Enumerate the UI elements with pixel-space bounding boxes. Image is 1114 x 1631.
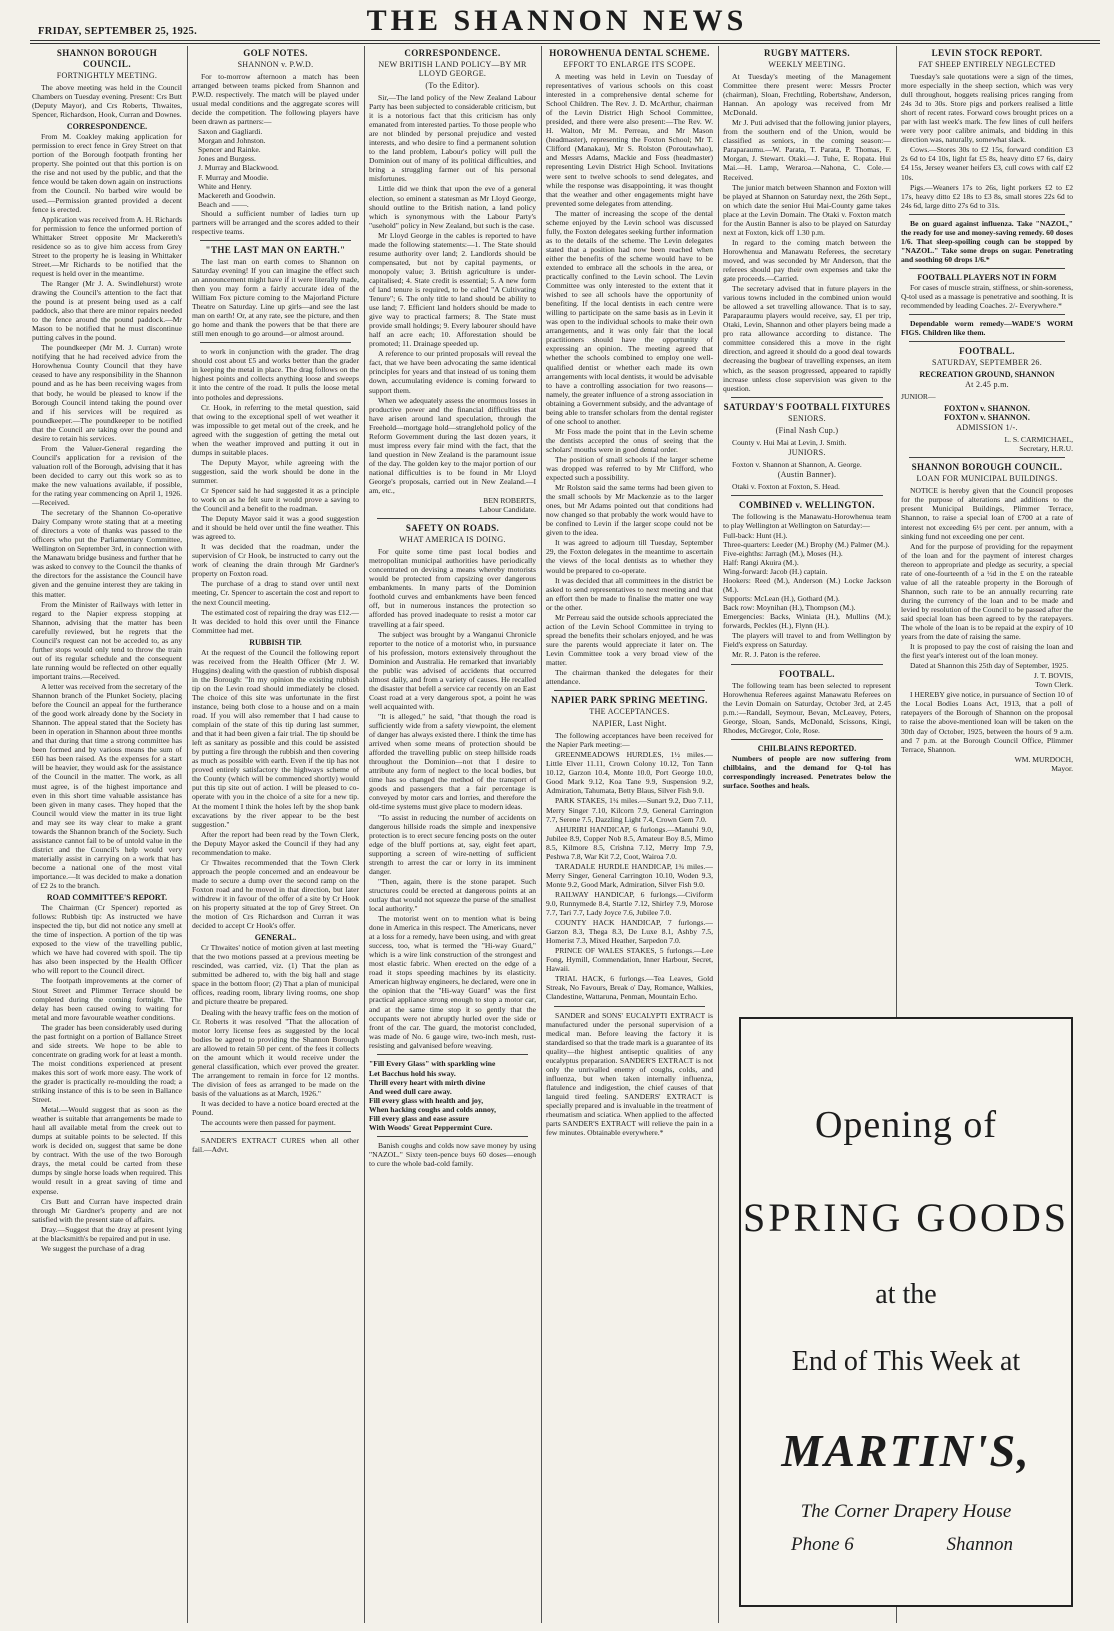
paragraph: NOTICE is hereby given that the Council proposes for the purpose of alterations and additions to the present Municipal Buildings, Plimmer Terrace, Shannon, to raise a special loan of £700 at a rate of interest not exceeding 6½ per cent. per annum, with a sinking fund not exceeding one per cent. [901, 486, 1073, 541]
column-dental-scheme [546, 46, 713, 1623]
paragraph: Little did we think that upon the eve of a general election, so eminent a statesman as Mr Lloyd George, should outline to the British nation, a land policy which is synonymous with the Labour Party's "usehold" policy in New Zealand, but such is the case. [369, 184, 536, 230]
divider [554, 1006, 705, 1007]
fixture-grade: JUNIORS. [788, 447, 826, 457]
fixture-note: (Austin Banner). [777, 469, 837, 479]
paragraph: Cr Spencer said he had suggested it as a principle to work on as he felt sure it would prove a saving to the Council and a benefit to the roadman. [192, 485, 359, 514]
ad-line-store-name: MARTIN'S, [781, 1425, 1031, 1476]
paragraph: Mr. R. J. Paton is the referee. [732, 650, 821, 660]
divider [200, 342, 351, 343]
paragraph: It was decided that all committees in the district be asked to send representatives to next meeting and that an effort then be made to finalise the matter one way or the other. [546, 575, 713, 612]
paragraph: The Ranger (Mr J. A. Swindlehurst) wrote drawing the Council's attention to the fact that the pound is at present being used as a calf paddock, also that there are minor repairs needed to the fence around the pound paddock.—Mr Mason to be notified that he must discontinue putting calves in the pound. [32, 278, 182, 343]
column-separator [541, 46, 542, 1623]
paragraph: Mr J. Puti advised that the following junior players, from the southern end of the Union, would be classified as seniors, in the coming season:—Paraparaumu.—W. Parata, T. Parata, P. Thomas, F. Morgan, J. Stewart. Otaki.—J. Tuhe, E. Ropata. Hui Mai.—H. Lamp, Weraroa.—Nahona, C. Cole.—Received. [723, 118, 891, 182]
divider [731, 664, 883, 665]
paragraph: Cr. Hook, in referring to the metal question, said that owing to the exceptional spell of wet weather it was impossible to get metal out of the creek, and he agreed with the suggestion of getting the metal out when the weather improved and putting it out in dumps in suitable places. [192, 402, 359, 457]
paragraph: For quite some time past local bodies and metropolitan municipal authorities have periodically concentrated on devising a means whereby motorists would be protected from capsizing over dangerous embankments. In many parts of the Dominion foothold curves and embankments have been fenced off, but in numerous instances the protection so afforded has proved inadequate to resist a motor car travelling at a fair speed. [369, 547, 536, 629]
paragraph: Cr Thwaites' notice of motion given at last meeting that the two motions passed at a previous meeting be rescinded, was carried, viz. (1) That the plan as submitted be adhered to, with the big hall and stage space in the bottom floor; (2) That a plan of municipal offices, reading room, library living rooms, one shop and picture theatre be prepared. [192, 943, 359, 1007]
article-subheading: NEW BRITISH LAND POLICY—BY MR LLOYD GEORGE. [378, 60, 527, 78]
article-heading: SHANNON BOROUGH COUNCIL. [56, 48, 158, 69]
divider [909, 214, 1065, 215]
advertisement-text: Be on guard against influenza. Take "NAZOL," the ready for use and money-saving remedy. 60 doses 1/6. That sleep-spoiling cough can be stopped by "NAZOL." Take some drops on sugar. Penetrating and soothing 60 drops 1/6.* [901, 218, 1073, 264]
kick-off-time: At 2.45 p.m. [965, 380, 1009, 390]
verse: Let Bacchus hold his sway. Thrill every heart with mirth divine And weed dull care away. Fill every glass with health and joy, When hacking coughs and colds annoy, Fill every glass and ease assure With Woods' Great Peppermint Cure. [369, 1068, 497, 1133]
divider [200, 240, 351, 241]
article-subheading: WHAT AMERICA IS DOING. [399, 535, 506, 545]
fixture: County v. Hui Mai at Levin, J. Smith. [732, 437, 847, 447]
divider [731, 739, 883, 740]
advertisement-text: For cases of muscle strain, stiffness, or shin-soreness, Q-tol used as a massage is penetrative and soothing. It is recommended by leading Coaches. 2/- Everywhere.* [901, 282, 1073, 311]
divider [909, 457, 1065, 458]
paragraph: Mr Lloyd George in the cables is reported to have made the following statements:—1. The State should resume authority over land; 2. Landlords should be compensated, but not by capital payments, or monopoly value; 3. British agriculture is under-capitalised; 4. State credit is essential; 5. A new form of land tenure is required, to be called "A Cultivating Tenure"; 6. The only title to land should be ability to use land; 7. Efficient land holders should be made to give way to practical farmers; 8. The State must provide small holdings; 9. Every labourer should have half an acre each; 10. Afforestation should be promoted; 11. Drainage speeded up. [369, 230, 536, 349]
column-separator [718, 46, 719, 1623]
ad-line-town: Shannon [946, 1534, 1013, 1555]
paragraph: The subject was brought by a Wanganui Chronicle reporter to the notice of a motorist who, in pursuance of his profession, motors extensively throughout the Dominion and Australia. He remarked that invariably the public was advised of accidents that occurred almost daily, and from a variety of causes. He recalled the disaster that befell a service car recently on an East Coast road at a very dangerous spot, a point he was well acquainted with. [369, 629, 536, 711]
article-heading: NAPIER PARK SPRING MEETING. [551, 695, 708, 706]
article-heading: HOROWHENUA DENTAL SCHEME. [549, 48, 710, 58]
paragraph: When we adequately assess the enormous losses in productive power and the financial difficulties that have arisen around land speculation, through the Freehold—mortgage hold—stranglehold policy of the Reform Government during the last dozen years, it must impress every fair mind with the fact, that the land question in New Zealand is the paramount issue of the day. The golden key to the major portion of our national difficulties is to be found in Mr Lloyd George's proposals, carried out in New Zealand.—I am, etc., [369, 395, 536, 496]
notice-heading: FOOTBALL. [959, 346, 1015, 357]
paragraph: Crs Butt and Curran have inspected drain through Mr Gardner's property and are not satisfied with the present state of affairs. [32, 1196, 182, 1224]
paragraph: The position of small schools if the larger scheme was dropped was referred to by Mr Clifford, who expected such a possibility. [546, 454, 713, 483]
paragraph: Application was received from A. H. Richards for permission to fence the unformed portion of Whittaker Street opposite Mr Mackereth's residence so as to give him access from Grey Street to the property he is leasing in Whittaker Street.—Mr Richards to be notified that the request is held over in the meantime. [32, 214, 182, 278]
advertisement-text: Numbers of people are now suffering from chilblains, and the demand for Q-tol has correspondingly increased. Penetrates below the surface. Soothes and heals. [723, 753, 891, 790]
ad-line-at-the: at the [875, 1279, 937, 1310]
match-teams: FOXTON v. SHANNON. FOXTON v. SHANNON. [944, 404, 1030, 423]
paragraph: Pigs.—Weaners 17s to 26s, light porkers £2 to £2 17s, heavy ditto £2 18s to £3 8s, small stores 22s 6d to 24s 6d, large ditto 27s 6d to 31s. [901, 182, 1073, 210]
divider [731, 397, 883, 398]
to-editor-line: (To the Editor). [425, 81, 480, 90]
paragraph: The purchase of a drag to stand over until next meeting, Cr. Spencer to ascertain the cost and report to the next Council meeting. [192, 579, 359, 607]
ad-line-end-of-week: End of This Week at [791, 1346, 1021, 1377]
paragraph: to work in conjunction with the grader. The drag should cost about £5 and works better than the grader in keeping the metal in place. The drag follows on the highest points and collects anything loose and sweeps it into the centre of the road. It pulls the loose metal into potholes and depressions. [192, 347, 359, 402]
paragraph: At Tuesday's meeting of the Management Committee there present were: Messrs Procter (chairman), Sloan, Frechtling, Robertshaw, Anderson, Hannan. An apology was received from Mr McDonald. [723, 72, 891, 118]
article-heading: SATURDAY'S FOOTBALL FIXTURES [723, 401, 891, 412]
notice-signature: L. S. CARMICHAEL, Secretary, H.R.U. [1004, 435, 1073, 454]
paragraph: Mr Rolston said the same terms had been given to the small schools by Mr Mackenzie as to the larger ones, but Mr Adams pointed out that conditions had now changed so that probably the work would have to be confined to Levin if the larger scope could not be given to the idea. [546, 483, 713, 538]
column-golf-notes [192, 46, 359, 1623]
notice-subheading: LOAN FOR MUNICIPAL BUILDINGS. [916, 474, 1058, 484]
paragraph: After the report had been read by the Town Clerk, the Deputy Mayor asked the Council if they had any recommendation to make. [192, 829, 359, 857]
advertisement-text: SANDER and SONS' EUCALYPTI EXTRACT is manufactured under the personal supervision of a medical man. Before leaving the factory it is standardised so that the trade mark is a guarantee of its quality—the highest antiseptic qualities of any eucalyptus preparation. SANDER'S EXTRACT is not only the unrivalled enemy of coughs, colds, and influenza, but when taken internally influenza, flatulence and indigestion, the chief causes of that languid tired feeling. SANDERS' EXTRACT is specially prepared and is invaluable in the treatment of rheumatism and sciatica. When applied to the affected parts SANDER'S EXTRACT will relieve the pain in a few minutes. Obtainable everywhere.* [546, 1010, 713, 1138]
paragraph: The secretary advised that in future players in the various towns included in the combined union would be allowed a set travelling allowance. That is to say, Paraparaumu players would receive, say, £1 per trip, Otaki, Levin, Shannon and other players being made a pro rata allowance according to distance. The committee considered this a move in the right direction, and agreed it should do a good deal towards decreasing the bugbear of travelling expenses, an item which, as the season progressed, appeared to rapidly increase unless close supervision was given to the question. [723, 284, 891, 393]
section-heading: GENERAL. [254, 933, 297, 943]
paragraph: From the Minister of Railways with letter in regard to the Napier express stopping at Shannon, advising that the matter has been carefully reviewed, but he regrets that the Council's request can not be acceded to, as any further stops would only tend to throw the train out of its regular schedule and the consequent late running would be reflected on other equally important trains.—Received. [32, 599, 182, 681]
divider [909, 314, 1065, 315]
paragraph: The last man on earth comes to Shannon on Saturday evening! If you can imagine the effect such an announcement might have if it were literally made, then you may form a fairly accurate idea of the William Fox picture coming to the Majorland Picture Theatre on Saturday. Line up girls—and see the last man on earth! Or, at any rate, see the picture, and then go home and thank the powers that be that there are still men enough to go around—or almost around. [192, 256, 359, 339]
section-heading: RUBBISH TIP. [249, 637, 302, 647]
paragraph: Metal.—Would suggest that as soon as the weather is suitable that arrangements be made to haul all available metal from the creek out to dumps at suitable points to be selected. If this work is decided on, suggest that same be done by contract. With the use of the two Borough drays, the metal could be carted from these dumps by single horse loads when required. This would result in a great saving of time and expense. [32, 1105, 182, 1196]
paragraph: Sir,—The land policy of the New Zealand Labour Party has been subjected to considerable criticism, but it is a notorious fact that this criticism has only emanated from interested parties. To those people who are not blinded by personal prejudice and vested interests, and who desire to find a permanent solution to the land problem, Labour's policy will pull the Dominion out of many of its political difficulties, and bring a struggling farmer out of his personal misfortunes. [369, 93, 536, 184]
article-heading: COMBINED v. WELLINGTON. [739, 499, 875, 510]
advertisement-heading: FOOTBALL PLAYERS NOT IN FORM [917, 272, 1057, 282]
paragraph: The above meeting was held in the Council Chambers on Tuesday evening. Present: Crs Butt (Deputy Mayor), and Crs Roberts, Thwaites, Spencer, Richardson, Hook, Curran and Downes. [32, 83, 182, 120]
race-acceptances: COUNTY HACK HANDICAP, 7 furlongs.—Garzon 8.3, Thega 8.3, De Luxe 8.1, Ashby 7.5, Homerist 7.3, Mixed Heather, Sarpedon 7.0. [546, 918, 713, 946]
paragraph: Cr Thwaites recommended that the Town Clerk approach the people concerned and an endeavour be made to secure a dump over the second ramp on the Foxton road and he moved in that direction, but later withdrew it in favour of the offer of a site by Cr Hook on his property situated at the top of Grey Street. On the motion of Crs Richardson and Curran it was decided to accept Cr Hook's offer. [192, 857, 359, 931]
divider [909, 341, 1065, 342]
paragraph: A letter was received from the secretary of the Shannon branch of the Plunket Society, placing before the Council an appeal for the furtherance of the good work already done by the Society in Shannon. The appeal stated that the Society has been in operation in Shannon about three months and that during that time a strong committee has been formed and by various means the sum of £60 has been raised. As the expenses for a start will be heavier, they would ask for the assistance of the Council in the matter. The work, as all must agree, is of the highest importance and even in this short time valuable assistance has been given in many cases. They hoped that the Council would view the matter in its true light and may see its way clear to make a grant towards the Shannon branch of the Society. Such assistance cannot fail to be of untold value in the district and the Council's help would very materially assist in carrying on a work that has become a national one of the most vital importance.—It was decided to make a donation of £2 2s to the branch. [32, 682, 182, 891]
paragraph: The Deputy Mayor said it was a good suggestion and it should be held over until the fine weather. This was agreed to. [192, 514, 359, 542]
paragraph: Should a sufficient number of ladies turn up partners will be arranged and the scores added to their respective teams. [192, 208, 359, 236]
section-heading: ROAD COMMITTEE'S REPORT. [46, 893, 168, 903]
article-heading: SAFETY ON ROADS. [405, 523, 500, 534]
paragraph: I HEREBY give notice, in pursuance of Section 10 of the Local Bodies Loans Act, 1913, that a poll of ratepayers of the Borough of Shannon on the proposal to raise the above-mentioned loan will be taken on the 30th day of October, 1925, between the hours of 9 a.m. and 7 p.m. at the Borough Council Office, Plimmer Terrace, Shannon. [901, 690, 1073, 754]
paragraph: Mr Perreau said the outside schools appreciated the action of the Levin School Committee in trying to spread the benefits their scholars enjoyed, and he was sure the parents would appreciate it later on. The Levin Committee took a very broad view of the matter. [546, 612, 713, 667]
divider [909, 268, 1065, 269]
article-heading: CORRESPONDENCE. [404, 48, 501, 58]
divider [377, 518, 528, 519]
paragraph: Dated at Shannon this 25th day of September, 1925. [910, 661, 1069, 671]
race-acceptances: TARADALE HURDLE HANDICAP, 1¾ miles.—Merry Singer, General Carrington 10.10, Woden 9.3, Monte 9.2, Good Mark, Admiration, Silver Fish 9.0. [546, 861, 713, 889]
fixture: Foxton v. Shannon at Shannon, A. George. [732, 459, 862, 469]
divider [377, 1136, 528, 1137]
ad-line-spring-goods: SPRING GOODS [742, 1195, 1070, 1240]
notice-heading: SHANNON BOROUGH COUNCIL. [911, 462, 1063, 473]
article-heading: GOLF NOTES. [243, 48, 308, 58]
admission-price: ADMISSION 1/-. [956, 423, 1018, 433]
paragraph: And for the purpose of providing for the repayment of the loan and for the payment of interest charges thereon to appropriate and pledge as security, a special rate of one-fourteenth of a ½d in the £ on the rateable value of all the rateable property in the Borough of Shannon, such rate to be an annually recurring rate during the currency of the loan and to be made and levied by resolution of the Council to be passed after the said special loan has been agreed to by the ratepayers. The whole of the loan is to be repaid at the expiry of 10 years from the date of raising the same. [901, 541, 1073, 642]
paragraph: "It is alleged," he said, "that though the road is sufficiently wide from a safety viewpoint, the element of danger has always existed there. I think the time has arrived when some means of protection should be afforded the travelling public on steep hillside roads throughout the Dominion—not that I desire to attribute any form of neglect to the local bodies, but time has so changed the method of the transport of goods and passengers that a fair percentage is conveyed by motor cars and lorries, and therefore the old-time systems must give place to modern ideas. [369, 712, 536, 812]
paragraph: From the Valuer-General regarding the Council's application for a revision of the valuation roll of the Borough, advising that it has been decided to carry out this work so as to make the new valuations available, if possible, for the rating year commencing on April 1, 1926.—Received. [32, 443, 182, 508]
paragraph: The junior match between Shannon and Foxton will be played at Shannon on Saturday next, the 26th Sept., on which date the senior Hui Mai-County game takes place at the Levin Domain. The Otaki v. Foxton match for the Austin Banner is also to be played on Saturday next at Foxton, kick off 1.30 p.m. [723, 182, 891, 237]
fixture-note: (Final Nash Cup.) [775, 425, 839, 435]
race-acceptances: PRINCE OF WALES STAKES, 5 furlongs.—Lee Fong, Hymill, Commendation, Inner Harbour, Secret, Hawaii. [546, 946, 713, 974]
ad-line-opening: Opening of [814, 1104, 998, 1146]
paragraph: It was decided to have a notice board erected at the Pound. [192, 1098, 359, 1118]
article-heading: FOOTBALL. [779, 668, 835, 679]
paragraph: From M. Coakley making application for permission to erect fence in Grey Street on that portion of the Borough footpath fronting her property. She pointed out that this portion is on the rise and not used by the public, and that the fence would be taken down again on instructions from the Council. No barbed wire would be used.—Permission granted provided a decent fence is erected. [32, 132, 182, 214]
paragraph: It was agreed to adjourn till Tuesday, September 29, the Foxton delegates in the meantime to ascertain the views of the local dentists as to whether they would be prepared to co-operate. [546, 538, 713, 575]
dateline: NAPIER, Last Night. [592, 719, 667, 729]
article-subheading: WEEKLY MEETING. [768, 60, 846, 69]
paragraph: The chairman thanked the delegates for their attendance. [546, 668, 713, 687]
divider [377, 1054, 528, 1055]
team-list: Full-back: Hunt (H.). Three-quarters: Leeder (M.) Brophy (M.) Palmer (M.). Five-eighths: Jarragh (M.), Moses (H.). Half: Rangi Akuira (M.). Wing-forward: Jacob (H.) captain. Hookers: Reed (M.), Anderson (M.) Locke Jackson (M.). Supports: McLean (H.), Gothard (M.). Back row: Moynihan (H.), Thompson (M.). Emergencies: Backs, Winiata (H.), Mullins (M.); forwards, Peckles (H.), Flynn (H.). [723, 530, 891, 631]
paragraph: The Deputy Mayor, while agreeing with the suggestion, said the work should be done in the summer. [192, 457, 359, 485]
masthead-rule-2 [30, 43, 1100, 44]
grade-label: JUNIOR— [901, 392, 936, 402]
column-rugby [723, 46, 891, 1001]
paragraph: Dray.—Suggest that the dray at present lying at the blacksmith's be repaired and put in use. [32, 1224, 182, 1243]
paragraph: "Then, again, there is the stone parapet. Such structures could be erected at dangerous points at an outlay that would not squeeze the purse of the smallest local authority." [369, 876, 536, 913]
paragraph: The estimated cost of repairing the dray was £12.—It was decided to hold this over until the Finance Committee had met. [192, 607, 359, 635]
paragraph: It is proposed to pay the cost of raising the loan and the first year's interest out of the loan money. [901, 642, 1073, 661]
race-acceptances: GREENMEADOWS HURDLES, 1½ miles.—Little Elver 11.11, Crown Colony 10.12, Ton Tann 10.12, Garzon 10.4, Monte 10.0, Port George 10.0, Good Mark 9.12, Koa Tane 9.9, Suspension 9.2, Admiration, Tahumata, Betty Blaus, Silver Fish 9.0. [546, 750, 713, 796]
column-borough-council [32, 46, 182, 1623]
verse-title: "Fill Every Glass" with sparkling wine [369, 1058, 496, 1068]
article-subheading: SHANNON v. P.W.D. [237, 60, 314, 69]
paragraph: The following acceptances have been received for the Napier Park meeting:— [546, 731, 713, 750]
notice-signature: WM. MURDOCH, Mayor. [1014, 754, 1073, 773]
paragraph: The motorist went on to mention what is being done in America in this respect. The Americans, never at a loss for a remedy, have been using, and with great success, too, what is termed the "Hi-way Guard," which is a wire link construction of the strongest and most elastic fabric. When erected on the edge of a road it stops speeding machines by its elasticity. American highway engineers, he declared, were one in the opinion that the "Hi-way Guard" was the first practical appliance strong enough to stop a motor car, and at the same time stop it so gently that the occupants were not abruptly hurled over the side or front of the car. The guard, the motorist concluded, was made of No. 6 gauge wire, two-inch mesh, rust-resisting and galvanised before weaving. [369, 914, 536, 1050]
paragraph: The accounts were then passed for payment. [201, 1118, 336, 1128]
advertisement-text: Dependable worm remedy—WADE'S WORM FIGS. Children like them. [901, 319, 1073, 338]
masthead-rule [30, 40, 1100, 41]
race-acceptances: AHURIRI HANDICAP, 6 furlongs.—Manuhi 9.0, Jubilee 8.9, Copper Nob 8.5, Amateur Boy 8.5, Mimo 8.5, Kilmore 8.5, Crishna 7.12, Merry Imp 7.9, Peshwa 7.8, War Kit 7.2, Coot, Wairoa 7.0. [546, 824, 713, 861]
fixture: Otaki v. Foxton at Foxton, S. Head. [732, 481, 840, 491]
article-subheading: EFFORT TO ENLARGE ITS SCOPE. [563, 60, 696, 69]
paragraph: The players will travel to and from Wellington by Field's express on Saturday. [723, 631, 891, 650]
column-correspondence [369, 46, 536, 1623]
ad-line-tagline: The Corner Drapery House [800, 1501, 1012, 1522]
column-stock-report [901, 46, 1073, 1001]
divider [200, 1131, 351, 1132]
article-subheading: FORTNIGHTLY MEETING. [56, 71, 158, 80]
paragraph: At the request of the Council the following report was received from the Health Officer (Mr J. W. Huggins) dealing with the question of rubbish disposal in the Borough: "In my opinion the existing rubbish tip on the Levin road should immediately be closed. The choice of this site was unfortunate in the first instance, being both close to a house and on a main road. If you will also remember that I had cause to complain of the state of this tip during last summer, and that it had been given a fair trial. The tip should be left as sanitary as possible and this could be assisted by putting a fire through the rubbish and then covering as much as possible with earth. Even if the tip has not proved entirely satisfactory the highways scheme of the County (which will be commenced shortly) would put this tip site out of action. I will be pleased to co-operate with you in the choice of a site for a new tip. At the moment I think the holes left by the shop bank excavations by the river appear to be the best suggestion." [192, 647, 359, 829]
paragraph: The secretary of the Shannon Co-operative Dairy Company wrote stating that at a meeting of directors a vote of thanks was passed to the officers who put the Parliamentary Committee, Wellington on September 3rd, in connection with the Manawatu bridge business and further that he was asked to convey to the Council the thanks of the directors for the assistance the Council have given and the genuine interest they are taking in this matter. [32, 508, 182, 599]
fixture-grade: SENIORS. [788, 413, 826, 423]
column-separator [364, 46, 365, 1623]
divider [554, 690, 705, 691]
article-subheading: THE ACCEPTANCES. [589, 707, 670, 717]
paragraph: For to-morrow afternoon a match has been arranged between teams picked from Shannon and P.W.D. respectively. The match will be played under usual medal conditions and the aggregate scores will decide the competition. The following players have been drawn as partners:— [192, 72, 359, 127]
article-heading: "THE LAST MAN ON EARTH." [205, 244, 346, 255]
masthead [0, 0, 1114, 40]
advertisement-text: SANDER'S EXTRACT CURES when all other fail.—Advt. [192, 1136, 359, 1155]
divider [731, 495, 883, 496]
venue: RECREATION GROUND, SHANNON [919, 370, 1055, 380]
column-separator [187, 46, 188, 1623]
paragraph: Cows.—Stores 30s to £2 15s, forward condition £3 2s 6d to £4 10s, light fat £5 8s, heavy ditto £7 6s, dairy £4 15s, Jersey weaner heifers £3, cull cows with calf £2 10s. [901, 145, 1073, 182]
newspaper-title: THE SHANNON NEWS [366, 4, 748, 37]
paragraph: It was decided that the roadman, under the supervision of Cr Hook, be instructed to carry out the work of cleaning the drain through Mr Gardner's property on Foxton road. [192, 542, 359, 579]
race-acceptances: RAILWAY HANDICAP, 6 furlongs.—Civiform 9.0, Runnymede 8.4, Startle 7.12, Shirley 7.9, Morose 7.7, Tari 7.7, Lady Joyce 7.6, Jubilee 7.0. [546, 889, 713, 918]
paragraph: Mr Foss made the point that in the Levin scheme the dentists accepted the onus of seeing that the scholars' mouths were in good dental order. [546, 426, 713, 454]
race-acceptances: TRIAL HACK, 6 furlongs.—Tea Leaves, Gold Streak, No Favours, Break o' Day, Romance, Walkies, Clandestine, Wattaruna, Penman, Mountain Echo. [546, 974, 713, 1002]
martins-advertisement [739, 1017, 1073, 1607]
paragraph: A meeting was held in Levin on Tuesday of representatives of various schools on this coast interested in a comprehensive dental scheme for School Children. The Rev. J. D. McArthur, chairman of the Levin District High School Committee, presided, and there were also present:—The Rev. W. H. Walton, Mr M. Perreau, and Mr Mason (headmaster), representing the Foxton School; Mr T. Clifford (Manakau), Mr S. Rolston (Poroutawhao), and Messrs Adams, Mackie and Foss (headmaster) representing Levin District High School. Invitations were sent to twelve schools to send delegates, and while the response was disappointing, it was thought that the weather and other engagements might have prevented some delegates from attending. [546, 72, 713, 208]
golf-pairings: Saxon and Gagliardi. Morgan and Johnston. Spencer and Rainke. Jones and Burgess. J. Murray and Blackwood. F. Murray and Moodie. White and Henry. Mackereth and Goodwin. Beach and ——. [198, 127, 279, 209]
paragraph: In regard to the coming match between the Horowhenua and Manawatu Referees, the secretary moved, and was seconded by Mr Anderson, that the referees should pay their own expenses and take the gate proceeds.—Carried. [723, 237, 891, 284]
article-heading: LEVIN STOCK REPORT. [931, 48, 1043, 58]
section-heading: CORRESPONDENCE. [66, 122, 148, 132]
paragraph: We suggest the purchase of a drag [41, 1243, 145, 1253]
article-heading: RUGBY MATTERS. [763, 48, 851, 58]
ad-line-phone: Phone 6 [791, 1534, 854, 1555]
advertisement-heading: CHILBLAINS REPORTED. [757, 743, 857, 753]
paragraph: The footpath improvements at the corner of Stout Street and Plimmer Terrace should be completed during the coming fortnight. The delay has been caused owing to waiting for metal and more favourable weather conditions. [32, 976, 182, 1022]
paragraph: The poundkeeper (Mr M. J. Curran) wrote notifying that he had received advice from the Horowhenua County Council that they have ceased to have any responsibility in the Shannon pound and as he has been receiving wages from that body, he would be pleased to know if the Borough Council intend taking the pound over and if his services will be required as poundkeeper.—The poundkeeper to be notified that the Council are taking over the pound and desire to retain his services. [32, 343, 182, 443]
paragraph: Dealing with the heavy traffic fees on the motion of Cr. Roberts it was resolved "That the allocation of motor lorry license fees as suggested by the local bodies be agreed to providing the Shannon Borough are allowed to retain 50 per cent. of the fees it collects on the amount which it would receive under the general classification, which ever proved the greater. The arrangement to remain in force for 12 months. The division of fees as arranged to be made on the basis of the valuations as at March, 1926." [192, 1007, 359, 1098]
race-acceptances: PARK STAKES, 1¼ miles.—Sunart 9.2, Duo 7.11, Merry Singer 7.10, Kilcorn 7.9, General Carrington 7.7, Serene 7.5, Dazzling Light 7.4, Crown Gem 7.0. [546, 796, 713, 824]
match-date: SATURDAY, SEPTEMBER 26. [931, 358, 1043, 368]
paragraph: A reference to our printed proposals will reveal the fact, that we have been advocating the same identical principles for years and that instead of us toning them down, accumulating evidence is coming forward to support them. [369, 349, 536, 395]
paragraph: The Chairman (Cr Spencer) reported as follows: Rubbish tip: As instructed we have inspected the tip, but did not notice any smell at the time of inspection. A portion of the tip was exposed to the view of the travelling public, which we have had covered with spoil. The tip has also been inspected by the Health Officer who will report to the Council direct. [32, 903, 182, 976]
paragraph: "To assist in reducing the number of accidents on dangerous hillside roads the simple and inexpensive protection is to erect secure fencing posts on the outer edge of the bluff portions at, say, eight feet apart, supporting a screen of wire-netting of sufficient strength to arrest the car or lorry in its imminent danger. [369, 812, 536, 876]
notice-signature: J. T. BOVIS, Town Clerk. [1033, 671, 1073, 690]
paragraph: Tuesday's sale quotations were a sign of the times, more especially in the sheep section, which was very dull throughout, hoggets realising prices ranging from 24s 3d to 30s. Store pigs and porkers realised a little short of recent rates. Forward cows brought prices on a par with last week's mark. The few lines of cull heifers were very poor calibre animals, and bidding in this direction was, naturally, somewhat slack. [901, 72, 1073, 145]
issue-date: FRIDAY, SEPTEMBER 25, 1925. [38, 26, 198, 37]
paragraph: The matter of increasing the scope of the dental scheme enjoyed by the Levin school was discussed fully, the Foxton delegates seeking further information as to the details of the scheme. The Levin delegates stated that a position had now been reached when either the benefits of the scheme would have to be extended to embrace all the schools in the area, or practically confined to the Levin school. The Levin Committee was only interested to the extent that it wished to see all schools have the opportunity of benefiting. If the local dentists in each centre were willing to participate on the same basis as in Levin it was open to the individual schools to make their own arrangements, and it was only fair that the local practitioners should have the opportunity of expressing an opinion. The meeting agreed that whether the schools combined to employ one well-qualified dentist or whether each made its own arrangements with local dentists, it would be advisable to have a controlling association for two reasons—namely, the greater influence of a strong association in obtaining a Government subsidy, and the advantage of being able to transfer scholars from the dental register of one school to another. [546, 208, 713, 426]
paragraph: The following team has been selected to represent Horowhenua Referees against Manawatu Referees on the Levin Domain on Saturday, October 3rd, at 2.45 p.m.:—Randall, Seymour, Bevan, McLeavey, Peters, George, Sloan, Sands, McDonald, Scissons, Kingi, Rhodes, McGregor, Cole, Rose. [723, 680, 891, 735]
paragraph: The grader has been considerably used during the past fortnight on a portion of Ballance Street and side streets. We hope to be able to concentrate on grading work for at least a month. The moist conditions experienced at present makes this sort of work more easy. The work of the grader is practically re-moulding the road; a striking instance of this is to be seen in Ballance Street. [32, 1022, 182, 1105]
advertisement-text: Banish coughs and colds now save money by using "NAZOL." Sixty teen-pence buys 60 doses—enough to cure the whole bad-cold family. [369, 1141, 536, 1169]
article-subheading: FAT SHEEP ENTIRELY NEGLECTED [918, 60, 1056, 69]
paragraph: The following is the Manawatu-Horowhenua team to play Wellington at Wellington on Saturday:— [723, 511, 891, 530]
letter-signature: BEN ROBERTS, Labour Candidate. [479, 496, 536, 515]
